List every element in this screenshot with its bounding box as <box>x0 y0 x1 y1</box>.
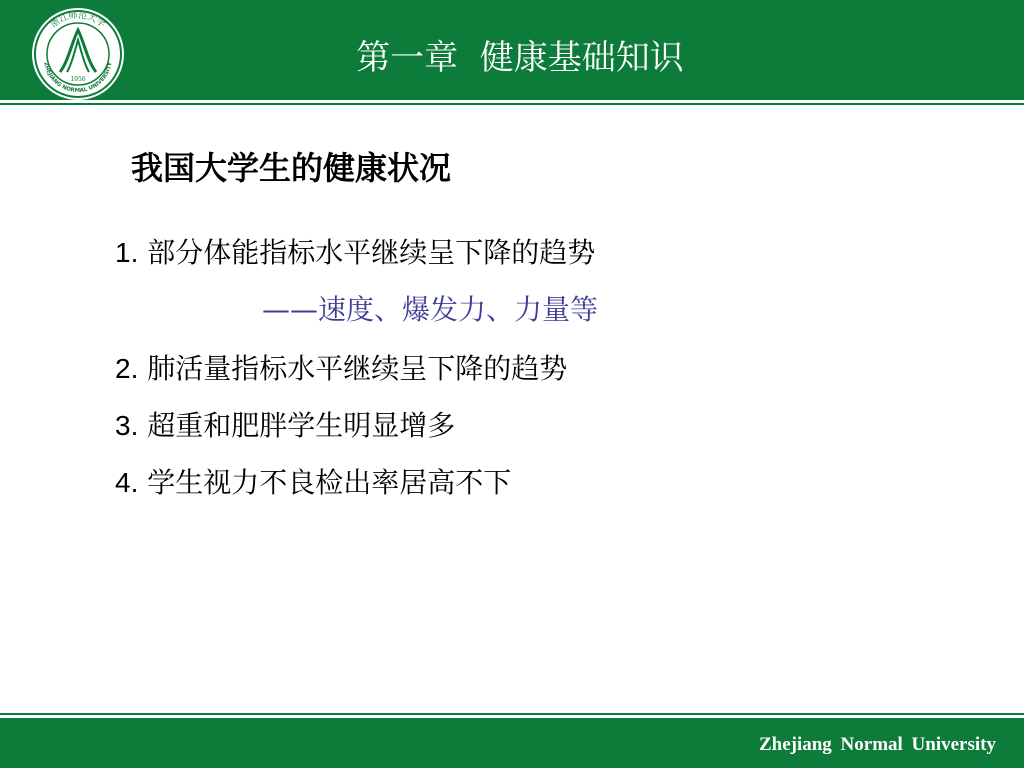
list-item-text: 肺活量指标水平继续呈下降的趋势 <box>147 352 568 385</box>
header-divider <box>0 103 1024 105</box>
list-item-number: 1. <box>115 237 139 268</box>
svg-text:1956: 1956 <box>70 76 86 83</box>
list-item-number: 2. <box>115 353 139 384</box>
svg-text:浙江师范大学: 浙江师范大学 <box>49 10 107 30</box>
list-item-number: 4. <box>115 467 139 498</box>
svg-text:ZHEJIANG NORMAL UNIVERSITY: ZHEJIANG NORMAL UNIVERSITY <box>42 61 114 95</box>
footer-divider <box>0 713 1024 715</box>
list-item-text: 部分体能指标水平继续呈下降的趋势 <box>147 236 596 269</box>
list-item-text: 超重和肥胖学生明显增多 <box>147 409 456 442</box>
list-item <box>115 351 567 387</box>
section-heading: 我国大学生的健康状况 <box>131 149 452 187</box>
footer-bar <box>0 718 1024 768</box>
footer-university-name: Zhejiang Normal University <box>758 734 996 755</box>
list-item <box>115 408 455 444</box>
header-bar <box>0 0 1024 100</box>
list-item <box>115 465 511 501</box>
list-item-text: 学生视力不良检出率居高不下 <box>147 466 512 499</box>
list-item <box>115 235 595 271</box>
sub-point: ——速度、爆发力、力量等 <box>262 293 599 326</box>
list-item-number: 3. <box>115 410 139 441</box>
slide-title: 第一章 健康基础知识 <box>356 38 684 78</box>
